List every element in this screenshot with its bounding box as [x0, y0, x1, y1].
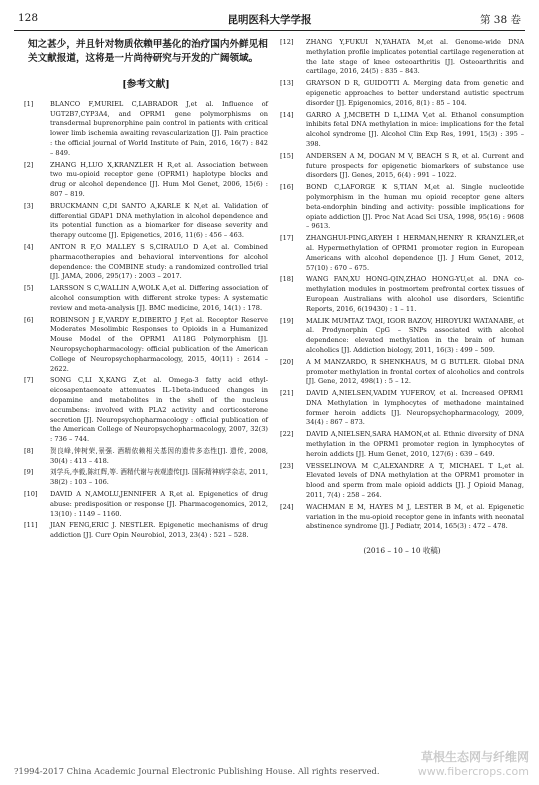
reference-text: 刘学兵,李毅,陈红辉,等. 酒精代谢与表观遗传[J]. 国际精神病学杂志, 2011, 38(2) : 103 – 106. [50, 468, 268, 487]
journal-title: 昆明医科大学学报 [227, 14, 312, 26]
reference-entry [280, 317, 524, 356]
reference-number: [13] [280, 79, 294, 88]
reference-entry [280, 38, 524, 77]
reference-text: BLANCO F,MURIEL C,LABRADOR J,et al. Influence of UGT2B7,CYP3A4, and OPRM1 gene polymorphisms on transdermal buprenorphine pain control in patients with critical lower limb ischemia awaiting revascularization [J]. Pain practice : the official journal of World Institute of Pain, 2016, 16(7) : 842 – 849. [50, 99, 268, 157]
reference-entry [280, 183, 524, 232]
watermark-text: 草根生态网与纤维网 [420, 750, 529, 764]
reference-text: MALIK MUMTAZ TAQI, IGOR BAZOV, HIROYUKI WATANABE, et al. Prodynorphin CpG – SNPs associated with alcohol dependence: elevated methylation in the brain of human alcoholics [J]. Addiction biology, 2011, 16(3) : 499 – 509. [306, 316, 524, 354]
reference-entry [24, 243, 268, 282]
reference-text: GARRO A J,MCBETH D L,LIMA V,et al. Ethanol consumption inhibits fetal DNA methylation in mice: implications for the fetal alcohol syndrome [J]. Alcohol Clin Exp Res, 1991, 15(3) : 395 – 398. [306, 110, 524, 148]
reference-text: WACHMAN E M, HAYES M J, LESTER B M, et al. Epigenetic variation in the mu-opioid receptor gene in infants with neonatal abstinence syndrome [J]. J Pediatr, 2014, 165(3) : 472 – 478. [306, 502, 524, 531]
reference-entry [280, 430, 524, 459]
reference-number: [24] [280, 502, 294, 511]
reference-number: [21] [280, 389, 294, 398]
reference-text: BRUCKMANN C,DI SANTO A,KARLE K N,et al. Validation of differential GDAP1 DNA methylation in alcohol dependence and its potential function as a biomarker for disease severity and therapy outcome [J]. Epigenetics, 2016, 11(6) : 456 – 463. [50, 201, 268, 240]
received-date: (2016 – 10 – 10 收稿) [363, 546, 441, 556]
reference-entry [280, 462, 524, 501]
intro-paragraph: 知之甚少，并且针对物质依赖甲基化的治疗国内外鲜见相关文献报道，这将是一片尚待研究与开发的广阔领域。 [28, 39, 268, 64]
reference-list-right [280, 38, 524, 532]
left-column [24, 38, 268, 543]
reference-entry [24, 468, 268, 488]
reference-text: 贺良峰,钟树荣,景强. 酒精依赖相关基因的遗传多态性[J]. 遗传, 2008, 30(4) : 413 – 418. [50, 446, 268, 465]
reference-entry [280, 152, 524, 181]
site-watermark [418, 748, 529, 778]
reference-entry [280, 79, 524, 108]
reference-number: [12] [280, 38, 294, 46]
reference-number: [3] [24, 201, 34, 210]
reference-number: [18] [280, 275, 294, 284]
watermark-url: www.fibercrops.com [417, 765, 529, 778]
reference-number: [20] [280, 357, 294, 366]
reference-entry [280, 389, 524, 428]
reference-entry [24, 490, 268, 519]
reference-text: VESSELINOVA M C,ALEXANDRE A T, MICHAEL T L,et al. Elevated levels of DNA methylation at the OPRM1 promoter in blood and sperm from male opioid addicts [J]. J Opioid Manag, 2011, 7(4) : 258 – 264. [306, 461, 524, 500]
reference-entry [24, 316, 268, 375]
reference-entry [280, 503, 524, 532]
reference-number: [2] [24, 160, 34, 169]
reference-entry [280, 358, 524, 387]
reference-number: [15] [280, 151, 294, 160]
reference-text: WANG FAN,XU HONG-QIN,ZHAO HONG-YU,et al. DNA co-methylation modules in postmortem prefrontal cortex tissues of European Australians with alcohol use disorders, Scientific Reports, 2016, 6(19430) : 1 – 11. [306, 275, 524, 313]
copyright-footer: ?1994-2017 China Academic Journal Electronic Publishing House. All rights reserved. [14, 766, 380, 776]
reference-text: GRAYSON D R, GUIDOTTI A. Merging data from genetic and epigenetic approaches to better understand autistic spectrum disorder [J]. Epigenomics, 2016, 8(1) : 85 – 104. [306, 79, 524, 107]
reference-number: [10] [24, 490, 38, 499]
reference-entry [280, 111, 524, 150]
reference-text: JIAN FENG,ERIC J. NESTLER. Epigenetic mechanisms of drug addiction [J]. Curr Opin Neurobiol, 2013, 23(4) : 521 – 528. [50, 521, 268, 540]
reference-number: [4] [24, 242, 34, 251]
reference-text: LARSSON S C,WALLIN A,WOLK A,et al. Differing association of alcohol consumption with different stroke types: A systematic review and meta-analysis [J]. BMC medicine, 2016, 14(1) : 178. [50, 284, 268, 312]
reference-entry [280, 234, 524, 273]
reference-number: [11] [24, 521, 38, 530]
reference-entry [24, 521, 268, 541]
reference-number: [22] [280, 430, 294, 439]
reference-text: DAVID A N,AMOLU,JENNIFER A R,et al. Epigenetics of drug abuse: predisposition or response [J]. Pharmacogenomics, 2012, 13(10) : 1149 – 1160. [50, 490, 268, 518]
reference-text: ZHANGHUI-PING,ARYEH I HERMAN,HENRY R KRANZLER,et al. Hypermethylation of OPRM1 promoter region in European Americans with alcohol dependence [J]. J Hum Genet, 2012, 57(10) : 670 – 675. [306, 234, 524, 272]
reference-number: [1] [24, 99, 34, 108]
reference-text: DAVID A,NIELSEN,VADIM YUFEROV, et al. Increased OPRM1 DNA Methylation in lymphocytes of methadone maintained former heroin addicts [J]. Neuropsychopharmacology, 2009, 34(4) : 867 – 873. [306, 389, 524, 427]
reference-text: ZHANG H,LUO X,KRANZLER H R,et al. Association between two mu-opioid receptor gene (OPRM1) haplotype blocks and drug or alcohol dependence [J]. Hum Mol Genet, 2006, 15(6) : 807 – 819. [50, 160, 268, 198]
reference-number: [8] [24, 446, 34, 455]
reference-entry [24, 161, 268, 200]
reference-number: [14] [280, 110, 294, 119]
reference-entry [24, 376, 268, 445]
reference-entry [280, 275, 524, 314]
reference-list-left [24, 100, 268, 541]
reference-entry [24, 284, 268, 313]
reference-number: [17] [280, 234, 294, 243]
reference-number: [9] [24, 468, 34, 477]
reference-number: [6] [24, 315, 34, 324]
reference-text: ANTON R F,O MALLEY S S,CIRAULO D A,et al. Combined pharmacotherapies and behavioral interventions for alcohol dependence: the COMBINE study: a randomized controlled trial [J]. JAMA, 2006, 295(17) : 2003 – 2017. [50, 242, 268, 281]
header-rule [14, 30, 525, 31]
page-header [14, 12, 525, 28]
reference-text: DAVID A,NIELSEN,SARA HAMON,et al. Ethnic diversity of DNA methylation in the OPRM1 promoter region in lymphocytes of heroin addicts [J]. Hum Genet, 2010, 127(6) : 639 – 649. [306, 430, 524, 458]
reference-number: [5] [24, 284, 34, 293]
page-number: 128 [18, 12, 39, 24]
reference-text: ANDERSEN A M, DOGAN M V, BEACH S R, et al. Current and future prospects for epigenetic biomarkers of substance use disorders [J]. Genes, 2015, 6(4) : 991 – 1022. [306, 151, 524, 180]
reference-text: ROBINSON J E,VARDY E,DIBERTO J F,et al. Receptor Reserve Moderates Mesolimbic Responses to Opioids in a Humanized Mouse Model of the OPRM1 A118G Polymorphism [J]. Neuropsychopharmacology: official publication of the American College of Neuropsychopharmacology, 2015, 40(11) : 2614 – 2622. [50, 315, 268, 373]
reference-text: A M MANZARDO, R SHENKHAUS, M G BUTLER. Global DNA promoter methylation in frontal cortex of alcoholics and controls [J]. Gene, 2012, 498(1) : 5 – 12. [306, 357, 524, 386]
volume-number: 第 38 卷 [479, 14, 521, 26]
reference-number: [16] [280, 183, 294, 192]
reference-number: [19] [280, 316, 294, 325]
reference-number: [7] [24, 376, 34, 385]
reference-text: ZHANG Y,FUKUI N,YAHATA M,et al. Genome-wide DNA methylation profile implicates potential cartilage regeneration at the late stage of knee osteoarthritis [J]. Osteoarthritis and cartilage, 2016, 24(5) : 835 – 843. [306, 38, 524, 76]
reference-entry [24, 100, 268, 159]
reference-number: [23] [280, 461, 294, 470]
reference-text: SONG C,LI X,KANG Z,et al. Omega-3 fatty acid ethyl-eicosapentaenoate attenuates IL-1beta-induced changes in dopamine and metabolites in the shell of the nucleus accumbens: involved with PLA2 activity and corticosterone secretion [J]. Neuropsychopharmacology : official publication of the American College of Neuropsychopharmacology, 2007, 32(3) : 736 – 744. [50, 376, 268, 444]
reference-entry [24, 202, 268, 241]
references-heading: [参考文献] [122, 79, 170, 90]
right-column [280, 38, 524, 556]
reference-text: BOND C,LAFORGE K S,TIAN M,et al. Single nucleotide polymorphism in the human mu opioid receptor gene alters beta-endorphin binding and activity: possible implications for opiate addiction [J]. Proc Nat Acad Sci USA, 1998, 95(16) : 9608 – 9613. [306, 183, 524, 231]
reference-entry [24, 447, 268, 467]
